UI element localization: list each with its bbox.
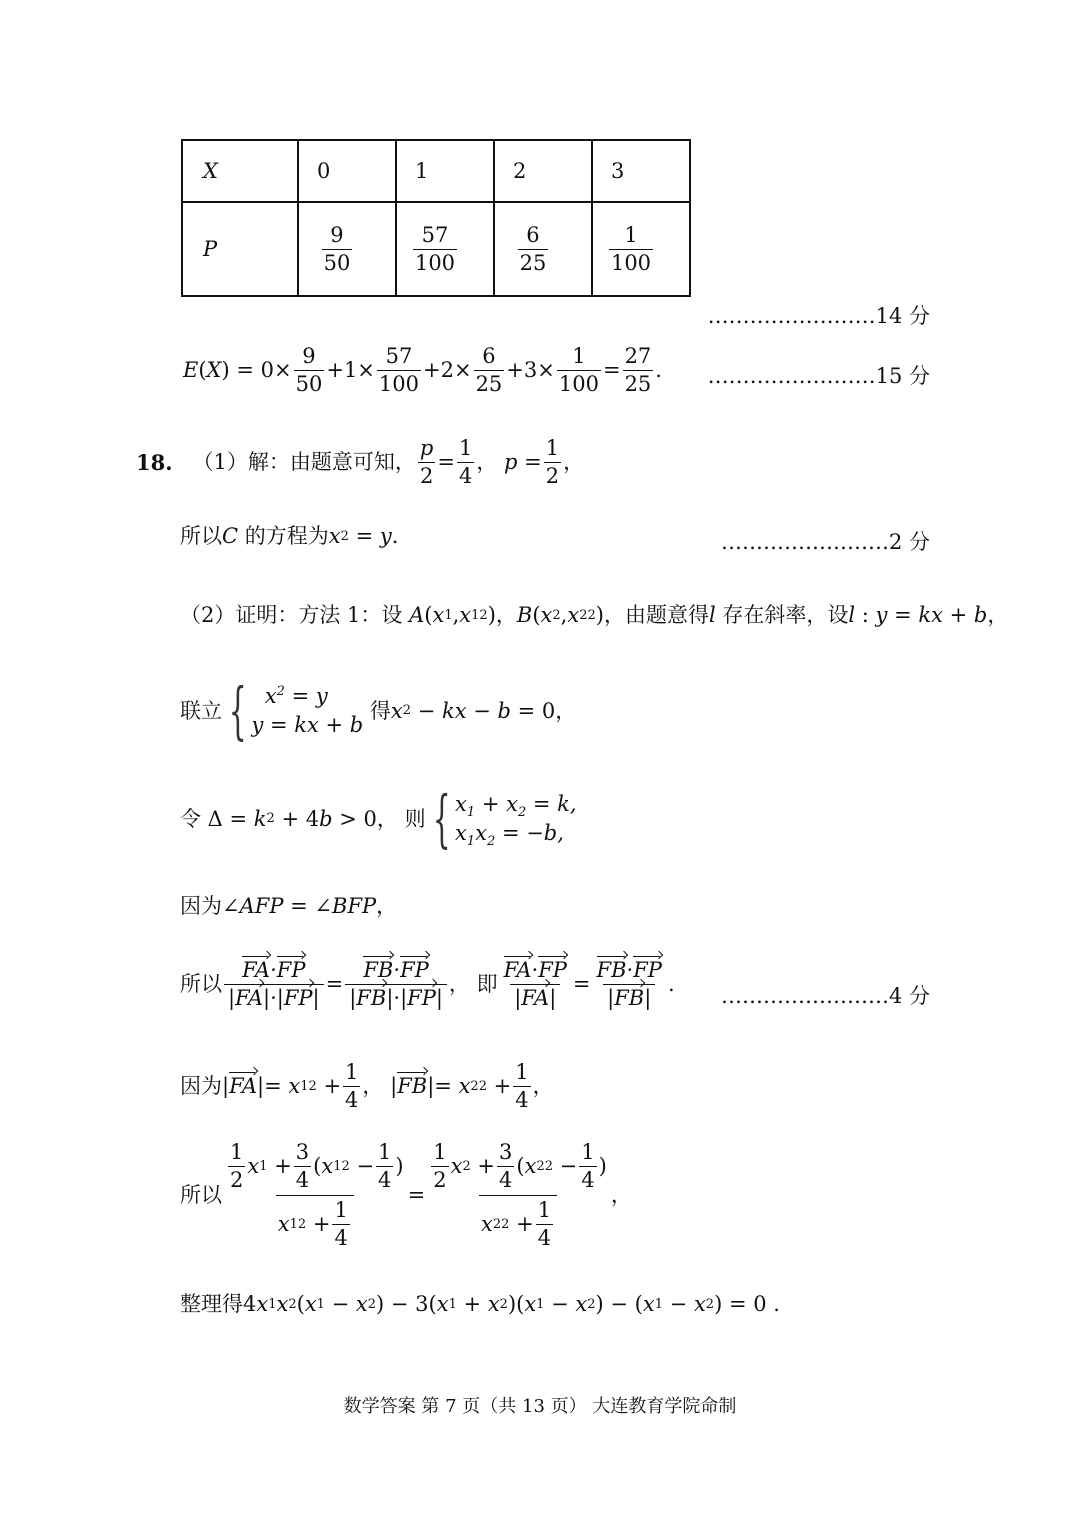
- table-header-x: X: [182, 140, 298, 202]
- table-cell: 1: [396, 140, 494, 202]
- score-15: ……………………15 分: [707, 364, 930, 388]
- q18-system-2: 令 Δ = k 2 + 4 b > 0， 则 { $x_1 + x_2 = k$, $x_1x_2 = -b$,: [180, 782, 577, 855]
- q18-simplified: 整理得 4 x 1 x 2 ( x 1 − x 2 ) − 3( x 1 + x 2 )( x 1 − x 2 ) − ( x 1 − x 2 ) = 0 .: [180, 1292, 780, 1316]
- expectation-formula: E ( X ) = 0× $\frac{9}{50}$ +1× $\frac{57}{100}$ +2× $\frac{6}{25}$ +3× $\frac{1}{100}$ = $\frac{27}{25}$ .: [183, 344, 662, 396]
- score-4: ……………………4 分: [720, 984, 930, 1008]
- q18-system-1: 联立 { $x^2 = y$ y = kx + b 得 x 2 − kx − b = 0，: [180, 674, 577, 747]
- q18-vector-eq: 所以 $\frac{FA\cdot FP}{|FA|\cdot|FP|}$ = $\frac{FB\cdot FP}{|FB|\cdot|FP|}$ ， 即 $\frac{FA\cdot FP}{|FA|}$ = $\frac{FB\cdot FP}{|FB|}$ .: [180, 958, 675, 1010]
- q18-magnitudes: 因为 | FA |= x 1 2 + $\frac{1}{4}$ ， | FB |= x 2 2 + $\frac{1}{4}$ ，: [180, 1060, 554, 1112]
- table-cell: $\frac{1}{100}$: [592, 202, 690, 296]
- q18-part2-intro: （2）证明：方法 1：设 A ( x 1 , x 1 2 )， B ( x 2 , x 2 2 ) ，由题意得 l 存在斜率，设 l : y = kx + b ，: [180, 603, 1009, 627]
- table-header-p: P: [182, 202, 298, 296]
- table-cell: $\frac{57}{100}$: [396, 202, 494, 296]
- q18-part1: 18. （1）解：由题意可知， $\frac{p}{2}$ = $\frac{1}{4}$ ， p = $\frac{1}{2}$ ，: [136, 436, 585, 488]
- question-number: 18.: [136, 450, 173, 475]
- distribution-table: [181, 139, 691, 297]
- page-footer: 数学答案 第 7 页（共 13 页） 大连教育学院命制: [343, 1396, 737, 1417]
- table-cell: 2: [494, 140, 592, 202]
- table-cell: $\frac{6}{25}$: [494, 202, 592, 296]
- q18-part1-conclusion: 所以 C 的方程为 x 2 = y .: [180, 524, 399, 548]
- q18-ratio-eq: 所以 $\frac{1}{2}$ x 1 + $\frac{3}{4}$ ( x 1 2 − $\frac{1}{4}$ ) x 1 2 + $\frac{1}{4}$ = $\frac{1}{2}$ x 2 + $\frac{3}{4}$ ( x 2 2 − $\frac{1}{4}$ ) x 2 2 + $\frac{1}{4}$ ，: [180, 1140, 632, 1250]
- q18-angle: 因为 ∠ AFP = ∠ BFP ，: [180, 894, 398, 918]
- score-14: ……………………14 分: [707, 304, 930, 328]
- table-cell: $\frac{9}{50}$: [298, 202, 396, 296]
- score-2: ……………………2 分: [720, 530, 930, 554]
- table-cell: 0: [298, 140, 396, 202]
- table-cell: 3: [592, 140, 690, 202]
